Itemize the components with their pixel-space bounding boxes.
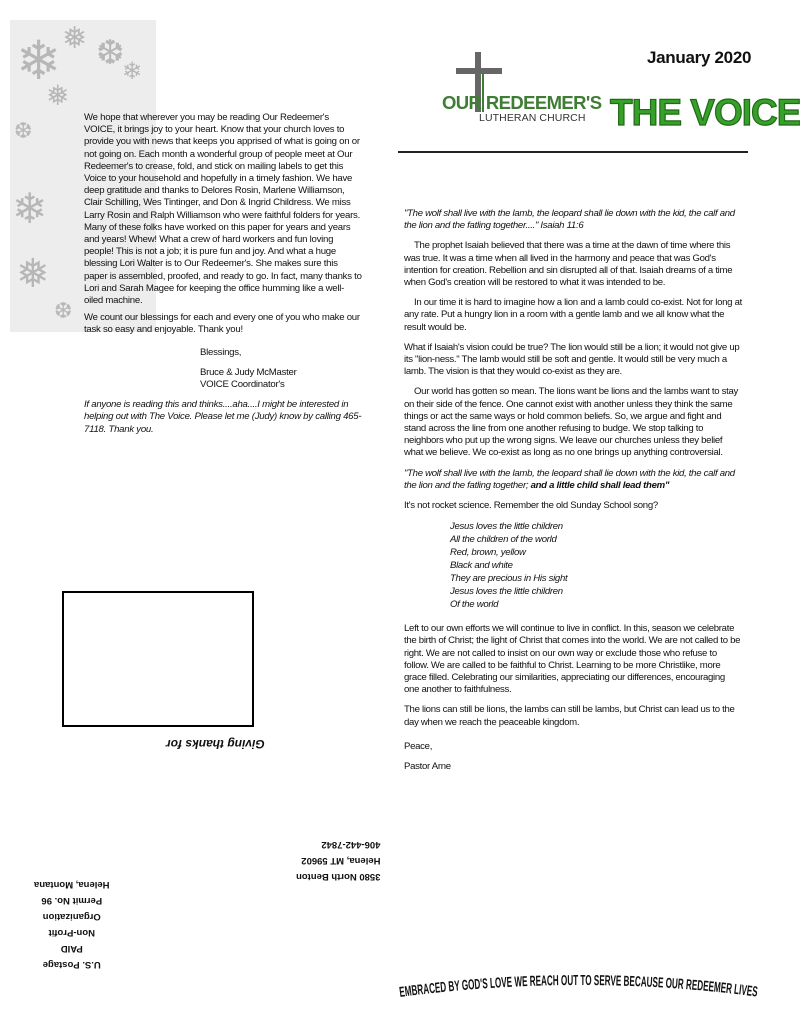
pastor-article xyxy=(404,208,742,781)
article-paragraph: The lions can still be lions, the lambs can still be lambs, but Christ can lead us to the day when we reach the peaceable kingdom. xyxy=(404,704,735,728)
letter-paragraph: We count our blessings for each and every one of you who make our task so easy and enjoyable. Thank you! xyxy=(84,312,360,336)
snowflake-icon: ❄ xyxy=(16,31,62,91)
snowflake-icon: ❅ xyxy=(16,252,50,296)
song-line: Jesus loves the little children xyxy=(450,586,563,598)
volunteer-note: If anyone is reading this and thinks....aha....I might be interested in helping out with The Voice. Please let me (Judy) know by calling 465-7118. Thank you. xyxy=(84,399,362,435)
article-paragraph: In our time it is hard to imagine how a lion and a lamb could co-exist. Not for long at any rate. Put a hungry lion in a room with a gentle lamb and we all know what the result would be. xyxy=(404,297,742,333)
address-label-box xyxy=(62,591,254,727)
song-line: Of the world xyxy=(450,599,499,611)
postage-line: Non-Profit xyxy=(48,927,95,938)
giving-thanks-label: Giving thanks for xyxy=(166,737,265,751)
quote-emphasis: and a little child shall lead them" xyxy=(530,479,670,491)
article-closing: Peace, xyxy=(404,740,433,752)
snowflake-icon: ❄ xyxy=(12,185,48,232)
mission-text: EMBRACED BY GOD'S LOVE WE REACH OUT TO SERVE BECAUSE OUR REDEEMER LIVES xyxy=(398,975,763,1002)
song-line: They are precious in His sight xyxy=(450,573,568,585)
scripture-quote xyxy=(404,468,742,492)
letter-closing: Blessings, xyxy=(200,346,242,358)
song-line: Red, brown, yellow xyxy=(450,547,526,559)
letter-paragraph: We hope that wherever you may be reading Our Redeemer's VOICE, it brings joy to your heart. Know that your church loves to provide you with news that keeps you apprised of what is going on or not going on. Each month a wonderful group of people meet at Our Redeemer's to crease, fold, and stick on mailing labels to get this Voice to your household and hopefully in a timely fashion. We have deep gratitude and thanks to Delores Rosin, Marlene Williamson, Clair Schilling, Wes Tintinger, and Don & Ingrid Childress. We miss Larry Rosin and Ralph Williamson who were faithful folders for years. Many of these folks have worked on this paper for years and years and years! Whew! What a crew of hard workers and fun loving people! This is not a job; it is pure fun and joy. And what a huge blessing Lori Walter is to Our Redeemer's. She makes sure this paper is assembled, proofed, and ready to go. In fact, many thanks to Lori and Sarah Magee for keeping the office humming like a well-oiled machine. xyxy=(84,112,362,307)
address-line: 406-442-7842 xyxy=(321,839,381,850)
article-signature: Pastor Arne xyxy=(404,761,451,773)
signature-title: VOICE Coordinator's xyxy=(200,379,285,391)
song-line: Black and white xyxy=(450,560,513,572)
postage-indicia xyxy=(34,876,110,972)
postage-line: Permit No. 96 xyxy=(41,895,103,906)
article-paragraph: Left to our own efforts we will continue to live in conflict. In this, season we celebrate the birth of Christ; the light of Christ that comes into the world. We are not called to be right. We are not called to insist on our own way or exclude those who refuse to follow. We are called to be faithful to Christ. Learning to be more Christlike, more grace filled. Celebrating our similarities, appreciating our differences, encouraging one another to faithfulness. xyxy=(404,623,741,696)
article-paragraph: The prophet Isaiah believed that there was a time at the dawn of time where this was true. It was a time when all lived in the harmony and peace that was God's intention for creation. Rebellion and sin disrupted all of that. Isaiah dreams of a time when God's creation will be restored to what it was intended to be. xyxy=(404,240,733,289)
quote-text: "The wolf shall live with the lamb, the leopard shall lie down with the kid, the calf and the lion and the fatling together; xyxy=(404,467,735,491)
snowflake-icon: ❆ xyxy=(54,298,73,323)
scripture-quote: "The wolf shall live with the lamb, the leopard shall lie down with the kid, the calf and the lion and the fatling together...." Isaiah 11:6 xyxy=(404,208,735,232)
volunteer-letter xyxy=(84,112,362,441)
postage-line: U.S. Postage xyxy=(42,959,101,970)
letter-signature xyxy=(200,367,362,391)
song-line: All the children of the world xyxy=(450,534,557,546)
issue-date: January 2020 xyxy=(647,48,752,67)
logo-name: OUR REDEEMER'S xyxy=(442,92,602,113)
article-paragraph: It's not rocket science. Remember the old Sunday School song? xyxy=(404,500,658,512)
snowflake-icon: ❅ xyxy=(62,22,88,55)
postage-line: Helena, Montana xyxy=(34,879,110,890)
song-line: Jesus loves the little children xyxy=(450,521,563,533)
song-lyrics xyxy=(450,520,742,611)
mission-statement xyxy=(396,975,764,1015)
newsletter-title: THE VOICE xyxy=(610,92,800,133)
snowflake-icon: ❅ xyxy=(46,80,70,111)
article-paragraph: Our world has gotten so mean. The lions want be lions and the lambs want to stay on their side of the fence. One cannot exist with another unless they think the same things or act the same ways or hold common beliefs. So, we argue and fight and stand across the line from one another refusing to budge. We stop talking to neighbors who put up the wrong signs. We leave our churches unless they belief what we believe. We co-exist as long as no one brings up anything controversial. xyxy=(404,386,739,459)
postage-line: Organization xyxy=(42,911,101,922)
address-line: Helena, MT 59602 xyxy=(301,855,381,866)
article-paragraph: What if Isaiah's vision could be true? The lion would still be a lion; it would not give up its "lion-ness." The lamb would still be soft and gentle. It would still be very much a lamb. The vision is that they would co-exist as they are. xyxy=(404,341,740,378)
snowflake-icon: ❆ xyxy=(14,118,33,143)
signature-names: Bruce & Judy McMaster xyxy=(200,366,297,378)
snowflake-icon: ❆ xyxy=(96,34,125,72)
header-divider xyxy=(398,151,748,153)
postage-line: PAID xyxy=(60,943,83,954)
snowflake-icon: ❄ xyxy=(122,58,143,85)
logo-subtitle: LUTHERAN CHURCH xyxy=(479,112,586,124)
return-address xyxy=(296,836,380,884)
address-line: 3580 North Benton xyxy=(296,871,381,882)
